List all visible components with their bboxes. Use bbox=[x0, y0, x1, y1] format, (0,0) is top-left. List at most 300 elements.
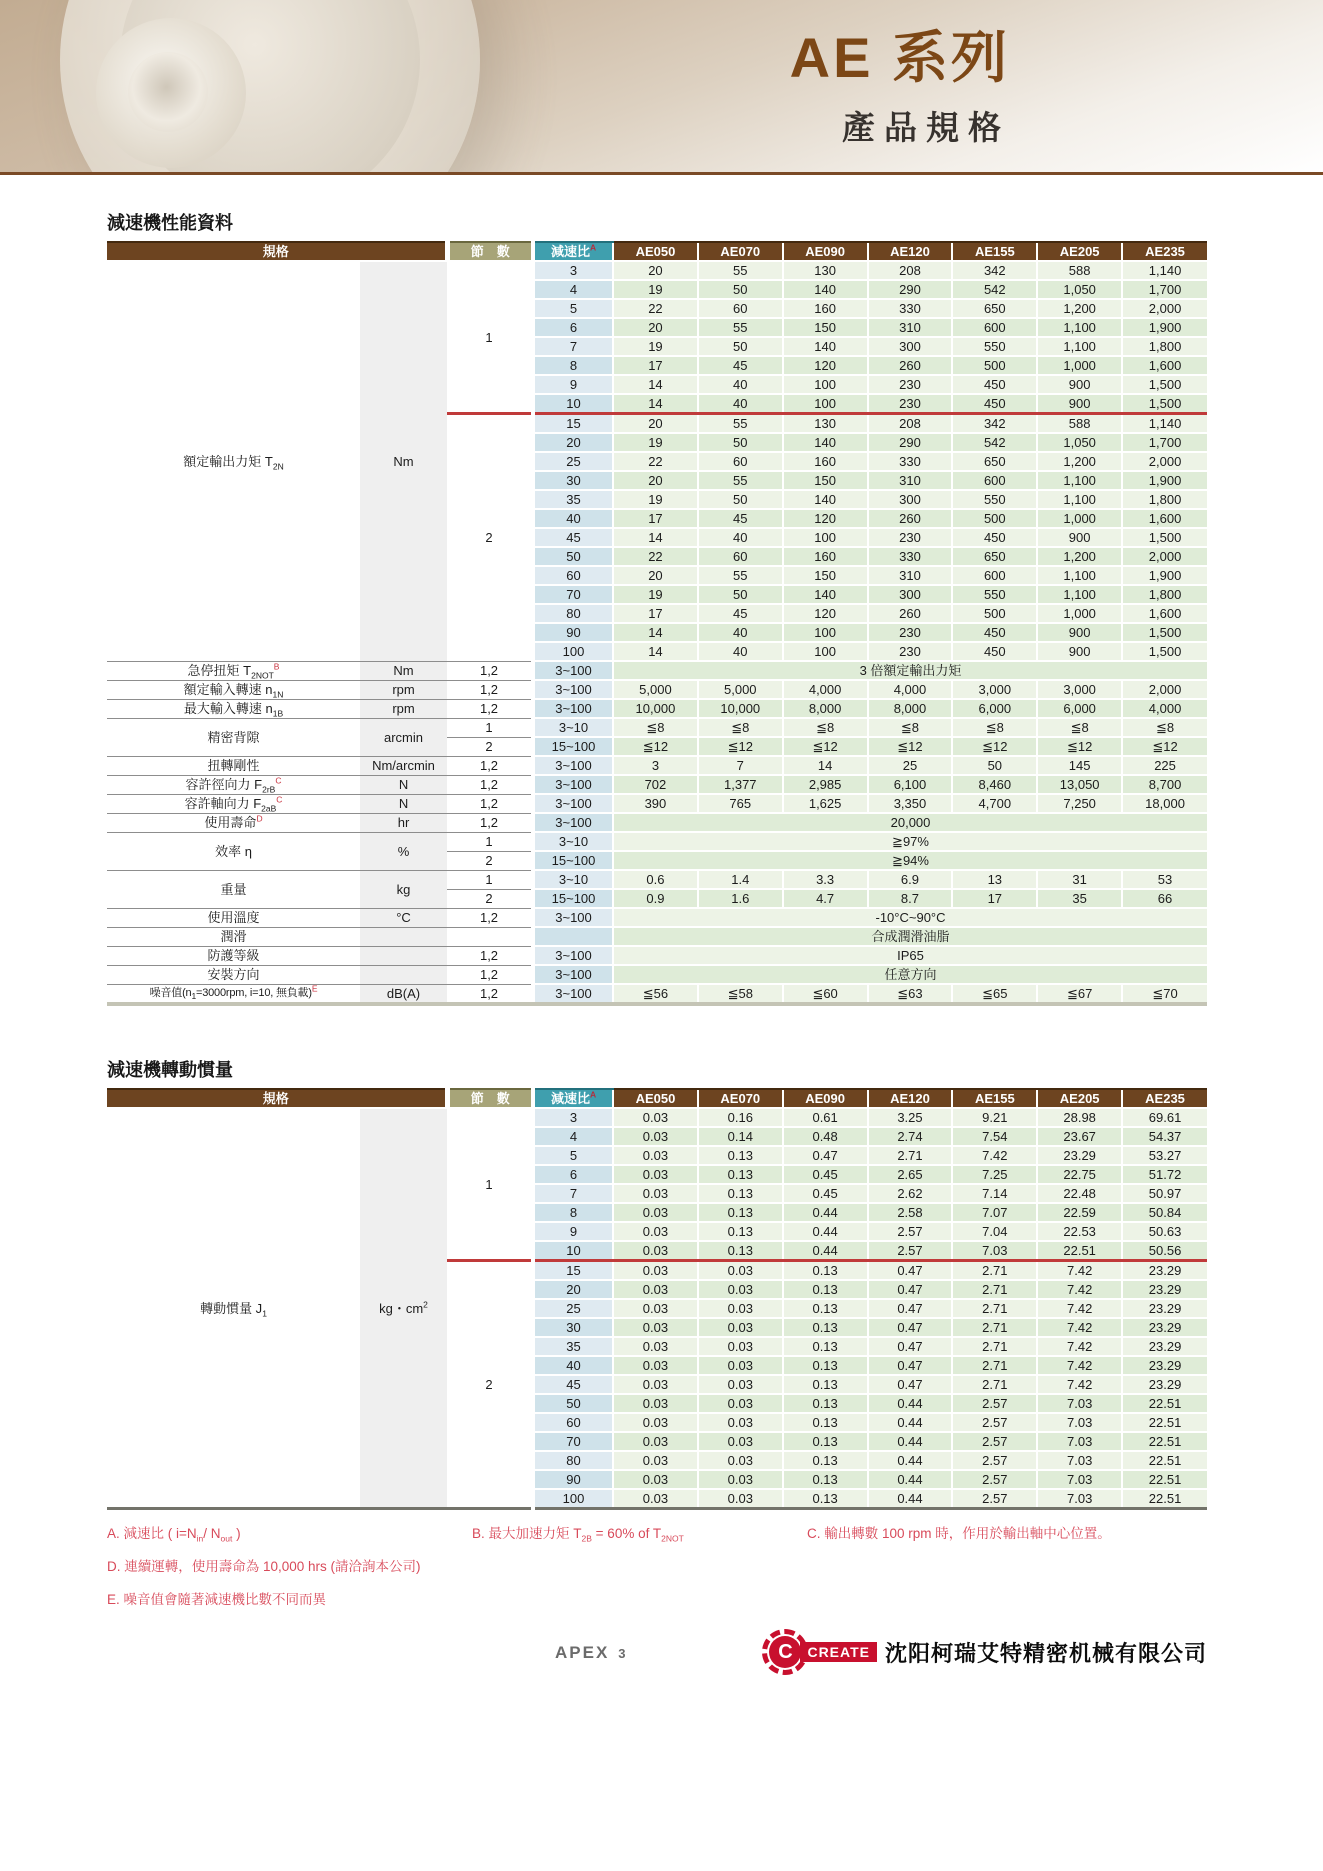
value-cell: 17 bbox=[613, 604, 698, 623]
value-cell: 100 bbox=[783, 528, 868, 547]
footnote: E. 噪音值會隨著減速機比數不同而異 bbox=[107, 1592, 327, 1607]
value-cell: ≦8 bbox=[783, 718, 868, 737]
value-cell: 0.47 bbox=[868, 1318, 953, 1337]
value-cell: 0.03 bbox=[613, 1261, 698, 1281]
value-cell: 40 bbox=[698, 394, 783, 414]
ratio-cell: 9 bbox=[533, 375, 613, 394]
value-cell: 450 bbox=[952, 528, 1037, 547]
value-cell: 330 bbox=[868, 299, 953, 318]
value-cell: 0.13 bbox=[783, 1337, 868, 1356]
value-cell: 450 bbox=[952, 642, 1037, 661]
value-cell: 0.13 bbox=[783, 1299, 868, 1318]
value-cell: 300 bbox=[868, 585, 953, 604]
value-cell: 0.47 bbox=[783, 1146, 868, 1165]
value-cell: 22 bbox=[613, 299, 698, 318]
value-cell: 765 bbox=[698, 794, 783, 813]
unit-cell: N bbox=[360, 794, 447, 813]
value-cell: 5,000 bbox=[613, 680, 698, 699]
value-cell: 6,100 bbox=[868, 775, 953, 794]
value-cell: 0.03 bbox=[613, 1394, 698, 1413]
ratio-cell: 8 bbox=[533, 356, 613, 375]
spec-label-cell: 重量 bbox=[107, 870, 360, 908]
ratio-cell: 3~10 bbox=[533, 832, 613, 851]
value-cell: 160 bbox=[783, 452, 868, 471]
value-cell: 1.4 bbox=[698, 870, 783, 889]
value-cell: 7.54 bbox=[952, 1127, 1037, 1146]
value-cell: 6,000 bbox=[1037, 699, 1122, 718]
ratio-cell: 3~100 bbox=[533, 984, 613, 1004]
spec-label-cell: 效率 η bbox=[107, 832, 360, 870]
value-cell: 0.03 bbox=[613, 1184, 698, 1203]
ratio-cell: 5 bbox=[533, 1146, 613, 1165]
value-cell: 120 bbox=[783, 509, 868, 528]
value-cell: 23.29 bbox=[1122, 1337, 1207, 1356]
value-cell: 330 bbox=[868, 452, 953, 471]
value-cell: 50 bbox=[698, 585, 783, 604]
unit-cell: kg・$cm^2$ bbox=[360, 1108, 447, 1509]
value-cell: 23.29 bbox=[1037, 1146, 1122, 1165]
value-cell: 0.13 bbox=[783, 1261, 868, 1281]
value-cell: 0.03 bbox=[613, 1413, 698, 1432]
value-cell: 2.57 bbox=[952, 1470, 1037, 1489]
value-cell: 2,000 bbox=[1122, 452, 1207, 471]
spec-label-cell: 使用溫度 bbox=[107, 908, 360, 927]
value-cell: 450 bbox=[952, 394, 1037, 414]
ratio-cell: 100 bbox=[533, 1489, 613, 1509]
value-cell: 3 bbox=[613, 756, 698, 775]
value-cell: 60 bbox=[698, 547, 783, 566]
value-cell: 0.03 bbox=[613, 1127, 698, 1146]
column-header-model: AE090 bbox=[783, 242, 868, 261]
value-cell: 0.44 bbox=[783, 1222, 868, 1241]
value-cell: 1,900 bbox=[1122, 566, 1207, 585]
value-cell: 7.03 bbox=[1037, 1470, 1122, 1489]
ratio-cell: 35 bbox=[533, 1337, 613, 1356]
value-cell: 0.03 bbox=[613, 1337, 698, 1356]
value-cell: 0.9 bbox=[613, 889, 698, 908]
value-cell: ≦12 bbox=[868, 737, 953, 756]
value-cell: 0.47 bbox=[868, 1375, 953, 1394]
value-cell: 10,000 bbox=[698, 699, 783, 718]
span-value-cell: ≧94% bbox=[613, 851, 1207, 870]
value-cell: 69.61 bbox=[1122, 1108, 1207, 1127]
value-cell: 0.03 bbox=[698, 1451, 783, 1470]
value-cell: 300 bbox=[868, 490, 953, 509]
value-cell: 650 bbox=[952, 299, 1037, 318]
ratio-cell: 3~100 bbox=[533, 756, 613, 775]
ratio-cell: 3~100 bbox=[533, 661, 613, 680]
value-cell: 2.71 bbox=[952, 1261, 1037, 1281]
value-cell: 542 bbox=[952, 433, 1037, 452]
stage-cell: 1,2 bbox=[447, 813, 533, 832]
ratio-cell: 15 bbox=[533, 1261, 613, 1281]
unit-cell: hr bbox=[360, 813, 447, 832]
value-cell: 7.04 bbox=[952, 1222, 1037, 1241]
value-cell: 140 bbox=[783, 280, 868, 299]
value-cell: 230 bbox=[868, 623, 953, 642]
value-cell: 1,700 bbox=[1122, 433, 1207, 452]
value-cell: 1,000 bbox=[1037, 356, 1122, 375]
ratio-cell: 70 bbox=[533, 585, 613, 604]
spec-label-cell: 額定輸入轉速 $n_{1N}$ bbox=[107, 680, 360, 699]
unit-cell: °C bbox=[360, 908, 447, 927]
main-content bbox=[107, 209, 1207, 1691]
value-cell: 0.03 bbox=[698, 1375, 783, 1394]
stage-cell: 1,2 bbox=[447, 908, 533, 927]
value-cell: 208 bbox=[868, 414, 953, 434]
value-cell: 60 bbox=[698, 299, 783, 318]
spec-label-cell: 急停扭矩 $T_{2NOT}^B$ bbox=[107, 661, 360, 680]
value-cell: 1,900 bbox=[1122, 318, 1207, 337]
value-cell: 0.47 bbox=[868, 1337, 953, 1356]
value-cell: 542 bbox=[952, 280, 1037, 299]
company-name: 沈阳柯瑞艾特精密机械有限公司 bbox=[884, 1640, 1207, 1666]
value-cell: 600 bbox=[952, 318, 1037, 337]
value-cell: 1,200 bbox=[1037, 452, 1122, 471]
spec-label-cell: 噪音值($n_1=3000rpm$, i=10, 無負載)$^E$ bbox=[107, 984, 360, 1004]
value-cell: 14 bbox=[613, 623, 698, 642]
stage-cell: 2 bbox=[447, 737, 533, 756]
ratio-cell: 50 bbox=[533, 547, 613, 566]
value-cell: 1,500 bbox=[1122, 375, 1207, 394]
ratio-cell: 3~100 bbox=[533, 908, 613, 927]
column-header-model: AE155 bbox=[952, 1089, 1037, 1108]
value-cell: 0.13 bbox=[783, 1451, 868, 1470]
value-cell: 0.13 bbox=[783, 1413, 868, 1432]
stage-cell: 1,2 bbox=[447, 965, 533, 984]
value-cell: 6,000 bbox=[952, 699, 1037, 718]
value-cell: 7.42 bbox=[1037, 1299, 1122, 1318]
value-cell: 0.13 bbox=[698, 1203, 783, 1222]
column-header-model: AE235 bbox=[1122, 242, 1207, 261]
ratio-cell: 60 bbox=[533, 1413, 613, 1432]
value-cell: 150 bbox=[783, 318, 868, 337]
value-cell: 31 bbox=[1037, 870, 1122, 889]
value-cell: 0.47 bbox=[868, 1280, 953, 1299]
value-cell: 140 bbox=[783, 585, 868, 604]
ratio-cell: 35 bbox=[533, 490, 613, 509]
footnote: B. 最大加速力矩 $T_{2B} = 60\%$ of $T_{2NOT}$ bbox=[472, 1526, 684, 1544]
value-cell: 0.03 bbox=[698, 1280, 783, 1299]
value-cell: 1,100 bbox=[1037, 585, 1122, 604]
value-cell: 66 bbox=[1122, 889, 1207, 908]
value-cell: 2.57 bbox=[952, 1451, 1037, 1470]
value-cell: 55 bbox=[698, 318, 783, 337]
spec-label-cell: 潤滑 bbox=[107, 927, 360, 946]
unit-cell: Nm bbox=[360, 661, 447, 680]
value-cell: 55 bbox=[698, 566, 783, 585]
value-cell: 55 bbox=[698, 414, 783, 434]
series-title: AE 系列 bbox=[789, 26, 1010, 89]
logo-text: CREATE bbox=[800, 1642, 877, 1662]
value-cell: 23.67 bbox=[1037, 1127, 1122, 1146]
column-header-spec: 規格 bbox=[107, 1089, 447, 1108]
value-cell: 51.72 bbox=[1122, 1165, 1207, 1184]
value-cell: 0.47 bbox=[868, 1261, 953, 1281]
unit-cell: N bbox=[360, 775, 447, 794]
value-cell: 160 bbox=[783, 299, 868, 318]
value-cell: 22.59 bbox=[1037, 1203, 1122, 1222]
value-cell: 0.13 bbox=[783, 1318, 868, 1337]
value-cell: ≦60 bbox=[783, 984, 868, 1004]
value-cell: 0.03 bbox=[698, 1337, 783, 1356]
value-cell: ≦58 bbox=[698, 984, 783, 1004]
value-cell: 4,700 bbox=[952, 794, 1037, 813]
value-cell: ≦12 bbox=[1122, 737, 1207, 756]
span-value-cell: ≧97% bbox=[613, 832, 1207, 851]
column-header-model: AE120 bbox=[868, 242, 953, 261]
unit-cell: dB(A) bbox=[360, 984, 447, 1004]
value-cell: 0.13 bbox=[698, 1165, 783, 1184]
value-cell: 20 bbox=[613, 414, 698, 434]
span-value-cell: 20,000 bbox=[613, 813, 1207, 832]
value-cell: 19 bbox=[613, 490, 698, 509]
ratio-cell: 5 bbox=[533, 299, 613, 318]
stage-cell: 1 bbox=[447, 832, 533, 851]
value-cell: 1,200 bbox=[1037, 547, 1122, 566]
value-cell: 0.45 bbox=[783, 1165, 868, 1184]
page-footer bbox=[107, 1621, 1207, 1691]
ratio-cell: 45 bbox=[533, 1375, 613, 1394]
value-cell: 500 bbox=[952, 356, 1037, 375]
value-cell: 3,350 bbox=[868, 794, 953, 813]
value-cell: 20 bbox=[613, 566, 698, 585]
value-cell: 0.47 bbox=[868, 1299, 953, 1318]
value-cell: 19 bbox=[613, 337, 698, 356]
value-cell: 14 bbox=[783, 756, 868, 775]
value-cell: 1,000 bbox=[1037, 509, 1122, 528]
value-cell: ≦12 bbox=[613, 737, 698, 756]
value-cell: 342 bbox=[952, 261, 1037, 280]
page-header bbox=[0, 0, 1323, 175]
value-cell: 22.51 bbox=[1037, 1241, 1122, 1261]
value-cell: 40 bbox=[698, 623, 783, 642]
value-cell: 22.51 bbox=[1122, 1489, 1207, 1509]
ratio-cell: 30 bbox=[533, 1318, 613, 1337]
inertia-table bbox=[107, 1088, 1207, 1510]
value-cell: ≦12 bbox=[1037, 737, 1122, 756]
value-cell: 0.45 bbox=[783, 1184, 868, 1203]
ratio-cell: 90 bbox=[533, 623, 613, 642]
value-cell: ≦56 bbox=[613, 984, 698, 1004]
value-cell: 22.48 bbox=[1037, 1184, 1122, 1203]
value-cell: 7.03 bbox=[1037, 1489, 1122, 1509]
value-cell: 0.03 bbox=[613, 1318, 698, 1337]
column-header-model: AE070 bbox=[698, 242, 783, 261]
value-cell: 2,000 bbox=[1122, 680, 1207, 699]
value-cell: 550 bbox=[952, 490, 1037, 509]
performance-table bbox=[107, 241, 1207, 1006]
value-cell: 1,900 bbox=[1122, 471, 1207, 490]
column-header-model: AE205 bbox=[1037, 1089, 1122, 1108]
value-cell: 0.03 bbox=[698, 1356, 783, 1375]
value-cell: 100 bbox=[783, 623, 868, 642]
value-cell: 208 bbox=[868, 261, 953, 280]
value-cell: 0.44 bbox=[783, 1241, 868, 1261]
value-cell: 1.6 bbox=[698, 889, 783, 908]
value-cell: 28.98 bbox=[1037, 1108, 1122, 1127]
value-cell: 8,000 bbox=[868, 699, 953, 718]
stage-cell: 2 bbox=[447, 851, 533, 870]
value-cell: 45 bbox=[698, 356, 783, 375]
value-cell: 14 bbox=[613, 528, 698, 547]
ratio-cell: 6 bbox=[533, 1165, 613, 1184]
value-cell: 100 bbox=[783, 375, 868, 394]
value-cell: 0.03 bbox=[613, 1222, 698, 1241]
value-cell: 588 bbox=[1037, 261, 1122, 280]
value-cell: 60 bbox=[698, 452, 783, 471]
value-cell: 53 bbox=[1122, 870, 1207, 889]
value-cell: 55 bbox=[698, 471, 783, 490]
value-cell: 0.13 bbox=[783, 1280, 868, 1299]
value-cell: 2.71 bbox=[952, 1299, 1037, 1318]
value-cell: 120 bbox=[783, 604, 868, 623]
ratio-cell: 80 bbox=[533, 604, 613, 623]
ratio-cell: 3 bbox=[533, 1108, 613, 1127]
value-cell: 18,000 bbox=[1122, 794, 1207, 813]
value-cell: 2.57 bbox=[868, 1241, 953, 1261]
ratio-cell: 3~100 bbox=[533, 813, 613, 832]
value-cell: ≦65 bbox=[952, 984, 1037, 1004]
value-cell: 7.42 bbox=[1037, 1337, 1122, 1356]
value-cell: 22.75 bbox=[1037, 1165, 1122, 1184]
unit-cell: rpm bbox=[360, 699, 447, 718]
value-cell: 54.37 bbox=[1122, 1127, 1207, 1146]
ratio-cell: 3~10 bbox=[533, 870, 613, 889]
unit-cell: Nm/arcmin bbox=[360, 756, 447, 775]
value-cell: 0.03 bbox=[698, 1261, 783, 1281]
value-cell: ≦8 bbox=[868, 718, 953, 737]
value-cell: 3,000 bbox=[1037, 680, 1122, 699]
ratio-cell: 6 bbox=[533, 318, 613, 337]
value-cell: 0.03 bbox=[613, 1451, 698, 1470]
value-cell: 230 bbox=[868, 642, 953, 661]
value-cell: 0.03 bbox=[613, 1280, 698, 1299]
value-cell: 3,000 bbox=[952, 680, 1037, 699]
span-value-cell: 任意方向 bbox=[613, 965, 1207, 984]
value-cell: 900 bbox=[1037, 375, 1122, 394]
value-cell: 1,600 bbox=[1122, 356, 1207, 375]
value-cell: ≦12 bbox=[783, 737, 868, 756]
value-cell: 0.13 bbox=[783, 1432, 868, 1451]
value-cell: 0.13 bbox=[783, 1470, 868, 1489]
value-cell: 230 bbox=[868, 375, 953, 394]
value-cell: ≦8 bbox=[1037, 718, 1122, 737]
ratio-cell: 90 bbox=[533, 1470, 613, 1489]
ratio-cell: 3~100 bbox=[533, 794, 613, 813]
value-cell: ≦12 bbox=[952, 737, 1037, 756]
value-cell: 22.51 bbox=[1122, 1413, 1207, 1432]
value-cell: 0.03 bbox=[698, 1394, 783, 1413]
value-cell: 1,050 bbox=[1037, 280, 1122, 299]
unit-cell: Nm bbox=[360, 261, 447, 661]
ratio-cell: 3~10 bbox=[533, 718, 613, 737]
value-cell: 5,000 bbox=[698, 680, 783, 699]
value-cell: 0.44 bbox=[868, 1413, 953, 1432]
value-cell: 1,100 bbox=[1037, 490, 1122, 509]
ratio-cell bbox=[533, 927, 613, 946]
value-cell: 22 bbox=[613, 452, 698, 471]
ratio-cell: 8 bbox=[533, 1203, 613, 1222]
spec-label-cell: 容許徑向力 $F_{2rB}^C$ bbox=[107, 775, 360, 794]
value-cell: 0.03 bbox=[698, 1470, 783, 1489]
page-title: 產品規格 bbox=[842, 109, 1010, 146]
value-cell: 22.51 bbox=[1122, 1470, 1207, 1489]
value-cell: 6.9 bbox=[868, 870, 953, 889]
value-cell: 140 bbox=[783, 433, 868, 452]
value-cell: 50 bbox=[698, 490, 783, 509]
value-cell: 8,000 bbox=[783, 699, 868, 718]
value-cell: 0.13 bbox=[783, 1375, 868, 1394]
value-cell: 310 bbox=[868, 318, 953, 337]
gear-logo-letter: C bbox=[769, 1636, 801, 1668]
value-cell: 50 bbox=[698, 337, 783, 356]
stage-cell: 2 bbox=[447, 1261, 533, 1509]
value-cell: 2.71 bbox=[952, 1375, 1037, 1394]
footnote: A. 減速比 ( $i=N_{in}/$ $N_{out}$ ) bbox=[107, 1526, 241, 1544]
value-cell: ≦70 bbox=[1122, 984, 1207, 1004]
value-cell: 390 bbox=[613, 794, 698, 813]
column-header-model: AE235 bbox=[1122, 1089, 1207, 1108]
footnote: C. 輸出轉數 100 rpm 時，作用於輸出軸中心位置。 bbox=[807, 1526, 1111, 1541]
value-cell: 22.51 bbox=[1122, 1394, 1207, 1413]
value-cell: ≦8 bbox=[952, 718, 1037, 737]
value-cell: 50.63 bbox=[1122, 1222, 1207, 1241]
value-cell: ≦67 bbox=[1037, 984, 1122, 1004]
value-cell: ≦8 bbox=[1122, 718, 1207, 737]
value-cell: 4,000 bbox=[1122, 699, 1207, 718]
column-header-model: AE090 bbox=[783, 1089, 868, 1108]
value-cell: 0.03 bbox=[613, 1470, 698, 1489]
value-cell: 290 bbox=[868, 280, 953, 299]
value-cell: 45 bbox=[698, 604, 783, 623]
ratio-cell: 3 bbox=[533, 261, 613, 280]
value-cell: 1,140 bbox=[1122, 414, 1207, 434]
value-cell: 0.13 bbox=[783, 1489, 868, 1509]
value-cell: 7.42 bbox=[1037, 1318, 1122, 1337]
value-cell: 900 bbox=[1037, 623, 1122, 642]
value-cell: 17 bbox=[613, 356, 698, 375]
value-cell: 7.42 bbox=[1037, 1356, 1122, 1375]
value-cell: 1,100 bbox=[1037, 566, 1122, 585]
value-cell: 14 bbox=[613, 642, 698, 661]
value-cell: 0.16 bbox=[698, 1108, 783, 1127]
footnote: D. 連續運轉，使用壽命為 10,000 hrs (請洽詢本公司) bbox=[107, 1559, 421, 1574]
ratio-cell: 15~100 bbox=[533, 851, 613, 870]
value-cell: 23.29 bbox=[1122, 1318, 1207, 1337]
value-cell: 0.03 bbox=[613, 1375, 698, 1394]
column-header-stages: 節 數 bbox=[447, 1089, 533, 1108]
value-cell: 0.03 bbox=[613, 1241, 698, 1261]
stage-cell: 1 bbox=[447, 870, 533, 889]
ratio-cell: 3~100 bbox=[533, 680, 613, 699]
value-cell: 22.51 bbox=[1122, 1451, 1207, 1470]
value-cell: 22.51 bbox=[1122, 1432, 1207, 1451]
column-header-model: AE050 bbox=[613, 1089, 698, 1108]
ratio-cell: 3~100 bbox=[533, 699, 613, 718]
stage-cell: 1,2 bbox=[447, 699, 533, 718]
value-cell: 7.07 bbox=[952, 1203, 1037, 1222]
value-cell: 0.61 bbox=[783, 1108, 868, 1127]
value-cell: 0.44 bbox=[868, 1470, 953, 1489]
value-cell: 2.58 bbox=[868, 1203, 953, 1222]
ratio-cell: 10 bbox=[533, 1241, 613, 1261]
ratio-cell: 15~100 bbox=[533, 889, 613, 908]
value-cell: 1,600 bbox=[1122, 509, 1207, 528]
value-cell: 230 bbox=[868, 394, 953, 414]
value-cell: 600 bbox=[952, 566, 1037, 585]
value-cell: 2.57 bbox=[952, 1413, 1037, 1432]
